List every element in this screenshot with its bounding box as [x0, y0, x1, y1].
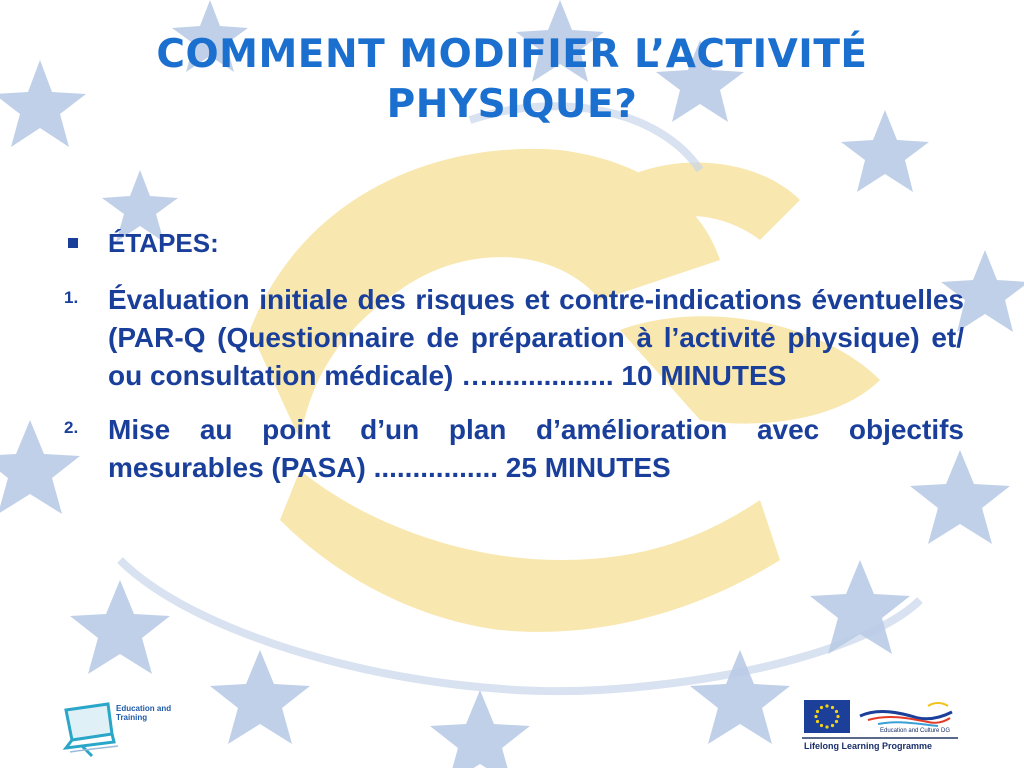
lifelong-learning-label: Lifelong Learning Programme: [804, 741, 933, 751]
list-item-text: Mise au point d’un plan d’amélioration avec objectifs mesurables (PASA) ................ 25 MINUTES: [108, 414, 964, 483]
title-line-1: COMMENT MODIFIER L’ACTIVITÉ: [156, 32, 868, 77]
list-item-number: 1.: [64, 288, 79, 307]
square-bullet-icon: [68, 238, 78, 248]
list-item: [64, 411, 964, 487]
list-item: [64, 281, 964, 395]
education-culture-label: Education and Culture DG: [880, 728, 951, 734]
steps-heading: [64, 228, 964, 259]
steps-heading-label: ÉTAPES:: [108, 228, 219, 258]
title-line-2: PHYSIQUE?: [386, 82, 638, 127]
slide-content: [64, 228, 964, 503]
eu-flag-icon: [804, 700, 850, 733]
list-item-text: Évaluation initiale des risques et contre-indications éventuelles (PAR-Q (Questionnaire de préparation à l’activité physique) et/ ou consultation médicale) …................ 10 MINUTES: [108, 284, 964, 391]
education-training-label: Education and Training: [116, 704, 172, 722]
list-item-number: 2.: [64, 418, 79, 437]
footer-divider: [802, 737, 958, 739]
star-icon: [430, 690, 530, 768]
slide-title: [60, 30, 964, 130]
star-icon: [210, 650, 310, 744]
star-icon: [70, 580, 170, 674]
